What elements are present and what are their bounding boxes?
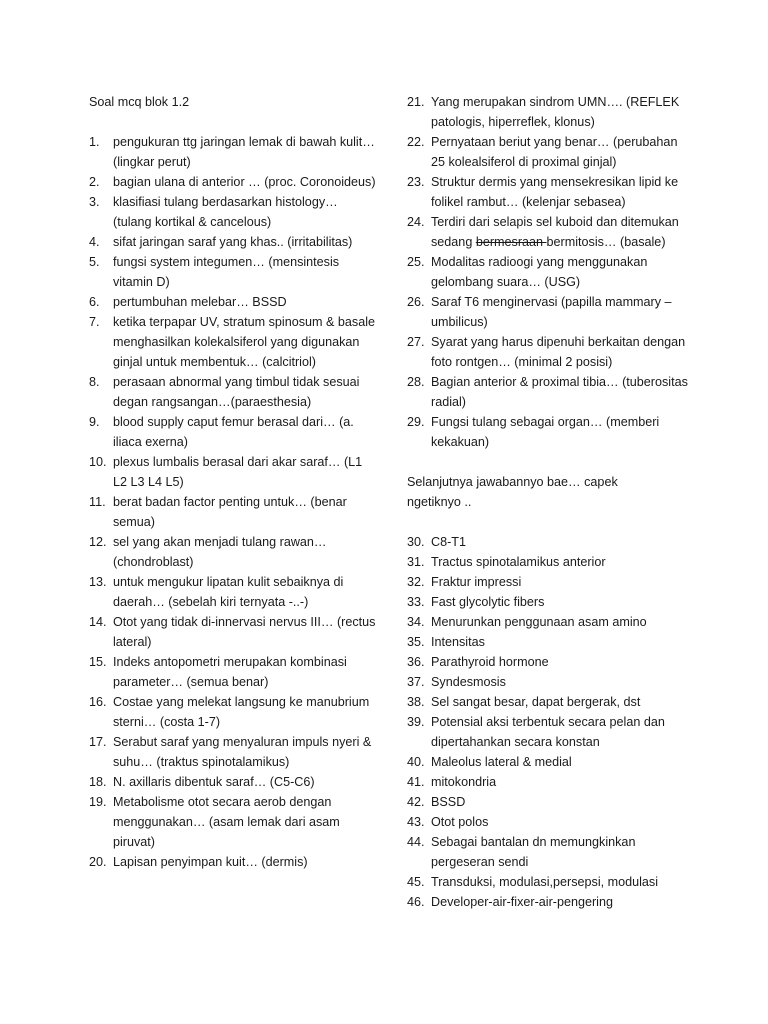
item-number: 13.	[89, 575, 107, 589]
answer-list	[407, 532, 692, 912]
item-text: mitokondria	[431, 775, 497, 789]
item-number: 27.	[407, 335, 425, 349]
answer-item	[407, 692, 692, 712]
question-list-right-a	[407, 92, 692, 212]
question-item	[89, 412, 379, 452]
question-item	[89, 492, 379, 532]
item-text: Bagian anterior & proximal tibia… (tuberositas radial)	[431, 375, 688, 409]
answer-item	[407, 892, 692, 912]
item-number: 12.	[89, 535, 107, 549]
question-item-24	[407, 212, 692, 252]
struck-text: bermesraan	[475, 235, 547, 249]
item-number: 9.	[89, 415, 100, 429]
question-item	[407, 412, 692, 452]
question-item	[407, 332, 692, 372]
item-number: 44.	[407, 835, 425, 849]
item-text: perasaan abnormal yang timbul tidak sesuai degan rangsangan…(paraesthesia)	[113, 375, 360, 409]
item-text: Potensial aksi terbentuk secara pelan dan dipertahankan secara konstan	[431, 715, 665, 749]
question-item	[89, 172, 379, 192]
item-text: BSSD	[431, 795, 466, 809]
item-number: 22.	[407, 135, 425, 149]
item-number: 14.	[89, 615, 107, 629]
item-text: Indeks antopometri merupakan kombinasi parameter… (semua benar)	[113, 655, 347, 689]
item-text: Menurunkan penggunaan asam amino	[431, 615, 647, 629]
question-item	[407, 292, 692, 332]
question-item	[407, 132, 692, 172]
item-text: Fungsi tulang sebagai organ… (memberi kekakuan)	[431, 415, 660, 449]
item-number: 31.	[407, 555, 425, 569]
item-text: Metabolisme otot secara aerob dengan menggunakan… (asam lemak dari asam piruvat)	[113, 795, 340, 849]
question-item	[89, 372, 379, 412]
note-paragraph: Selanjutnya jawabannyo bae… capek ngetiknyo ..	[407, 475, 618, 509]
item-number: 1.	[89, 135, 100, 149]
item-number: 20.	[89, 855, 107, 869]
item-text: plexus lumbalis berasal dari akar saraf… (L1 L2 L3 L4 L5)	[113, 455, 363, 489]
item-number: 5.	[89, 255, 100, 269]
question-item	[89, 532, 379, 572]
item-number: 3.	[89, 195, 100, 209]
item-number: 16.	[89, 695, 107, 709]
right-column	[407, 92, 692, 912]
item-text: ketika terpapar UV, stratum spinosum & basale menghasilkan kolekalsiferol yang digunakan ginjal untuk membentuk… (calcitriol)	[113, 315, 376, 369]
item-text: Maleolus lateral & medial	[431, 755, 572, 769]
answer-item	[407, 652, 692, 672]
left-column	[89, 92, 379, 872]
question-number: 24.	[407, 215, 425, 229]
question-item	[407, 372, 692, 412]
item-text: Fraktur impressi	[431, 575, 522, 589]
item-text: Developer-air-fixer-air-pengering	[431, 895, 613, 909]
item-text: Modalitas radioogi yang menggunakan gelombang suara… (USG)	[431, 255, 648, 289]
question-item	[89, 292, 379, 312]
item-number: 38.	[407, 695, 425, 709]
item-text: pertumbuhan melebar… BSSD	[113, 295, 287, 309]
question-text-before: Terdiri dari selapis sel kuboid dan ditemukan sedang	[431, 215, 679, 249]
item-number: 40.	[407, 755, 425, 769]
item-number: 23.	[407, 175, 425, 189]
item-number: 34.	[407, 615, 425, 629]
item-number: 35.	[407, 635, 425, 649]
item-text: Otot yang tidak di-innervasi nervus III… (rectus lateral)	[113, 615, 376, 649]
answer-item	[407, 632, 692, 652]
item-number: 6.	[89, 295, 100, 309]
question-text	[431, 212, 692, 252]
question-text-after: bermitosis… (basale)	[546, 235, 666, 249]
item-number: 45.	[407, 875, 425, 889]
item-text: Yang merupakan sindrom UMN…. (REFLEK patologis, hiperreflek, klonus)	[431, 95, 680, 129]
question-item	[89, 312, 379, 372]
item-text: Pernyataan beriut yang benar… (perubahan 25 kolealsiferol di proximal ginjal)	[431, 135, 678, 169]
question-item	[89, 252, 379, 292]
item-text: Syarat yang harus dipenuhi berkaitan dengan foto rontgen… (minimal 2 posisi)	[431, 335, 686, 369]
item-text: Tractus spinotalamikus anterior	[431, 555, 606, 569]
item-number: 33.	[407, 595, 425, 609]
answer-item	[407, 612, 692, 632]
item-text: klasifiasi tulang berdasarkan histology… (tulang kortikal & cancelous)	[113, 195, 338, 229]
item-number: 43.	[407, 815, 425, 829]
item-text: N. axillaris dibentuk saraf… (C5-C6)	[113, 775, 315, 789]
question-list-left	[89, 132, 379, 872]
item-text: Transduksi, modulasi,persepsi, modulasi	[431, 875, 659, 889]
item-number: 30.	[407, 535, 425, 549]
question-item	[89, 852, 379, 872]
answer-item	[407, 812, 692, 832]
item-number: 39.	[407, 715, 425, 729]
item-text: Syndesmosis	[431, 675, 506, 689]
item-number: 29.	[407, 415, 425, 429]
item-number: 18.	[89, 775, 107, 789]
item-number: 42.	[407, 795, 425, 809]
question-item	[407, 92, 692, 132]
answer-item	[407, 672, 692, 692]
item-number: 26.	[407, 295, 425, 309]
item-text: bagian ulana di anterior … (proc. Coronoideus)	[113, 175, 376, 189]
item-text: Parathyroid hormone	[431, 655, 549, 669]
question-item	[89, 132, 379, 172]
answer-item	[407, 572, 692, 592]
item-number: 21.	[407, 95, 425, 109]
item-text: Sebagai bantalan dn memungkinkan pergeseran sendi	[431, 835, 636, 869]
item-text: Otot polos	[431, 815, 489, 829]
question-item	[89, 652, 379, 692]
item-number: 25.	[407, 255, 425, 269]
item-number: 32.	[407, 575, 425, 589]
item-text: fungsi system integumen… (mensintesis vitamin D)	[113, 255, 340, 289]
item-text: sifat jaringan saraf yang khas.. (irritabilitas)	[113, 235, 353, 249]
question-item	[89, 772, 379, 792]
item-text: Saraf T6 menginervasi (papilla mammary – umbilicus)	[431, 295, 672, 329]
question-item	[89, 792, 379, 852]
item-text: Serabut saraf yang menyaluran impuls nyeri & suhu… (traktus spinotalamikus)	[113, 735, 372, 769]
answer-item	[407, 772, 692, 792]
answer-item	[407, 592, 692, 612]
item-text: Costae yang melekat langsung ke manubrium sterni… (costa 1-7)	[113, 695, 370, 729]
question-item	[89, 452, 379, 492]
item-number: 10.	[89, 455, 107, 469]
item-text: C8-T1	[431, 535, 466, 549]
item-text: berat badan factor penting untuk… (benar semua)	[113, 495, 347, 529]
item-number: 4.	[89, 235, 100, 249]
item-number: 37.	[407, 675, 425, 689]
item-number: 15.	[89, 655, 107, 669]
item-text: pengukuran ttg jaringan lemak di bawah kulit… (lingkar perut)	[113, 135, 375, 169]
item-number: 17.	[89, 735, 107, 749]
question-item	[89, 732, 379, 772]
answer-item	[407, 832, 692, 872]
item-number: 19.	[89, 795, 107, 809]
item-number: 8.	[89, 375, 100, 389]
item-text: Intensitas	[431, 635, 485, 649]
item-text: blood supply caput femur berasal dari… (a. iliaca exerna)	[113, 415, 354, 449]
question-item	[407, 172, 692, 212]
answer-item	[407, 792, 692, 812]
item-number: 7.	[89, 315, 100, 329]
answer-item	[407, 712, 692, 752]
item-text: Struktur dermis yang mensekresikan lipid ke folikel rambut… (kelenjar sebasea)	[431, 175, 679, 209]
item-number: 46.	[407, 895, 425, 909]
question-list-right-b	[407, 252, 692, 452]
question-item	[407, 252, 692, 292]
item-text: Sel sangat besar, dapat bergerak, dst	[431, 695, 641, 709]
answer-item	[407, 552, 692, 572]
item-text: Fast glycolytic fibers	[431, 595, 545, 609]
answer-item	[407, 752, 692, 772]
item-number: 28.	[407, 375, 425, 389]
item-text: Lapisan penyimpan kuit… (dermis)	[113, 855, 308, 869]
item-number: 11.	[89, 495, 106, 509]
item-number: 36.	[407, 655, 425, 669]
document-title: Soal mcq blok 1.2	[89, 95, 190, 109]
item-text: untuk mengukur lipatan kulit sebaiknya di daerah… (sebelah kiri ternyata -..-)	[113, 575, 344, 609]
question-item	[89, 232, 379, 252]
item-number: 41.	[407, 775, 425, 789]
question-item	[89, 192, 379, 232]
question-item	[89, 612, 379, 652]
item-number: 2.	[89, 175, 100, 189]
answer-item	[407, 532, 692, 552]
question-item	[89, 572, 379, 612]
answer-item	[407, 872, 692, 892]
item-text: sel yang akan menjadi tulang rawan… (chondroblast)	[113, 535, 327, 569]
question-item	[89, 692, 379, 732]
